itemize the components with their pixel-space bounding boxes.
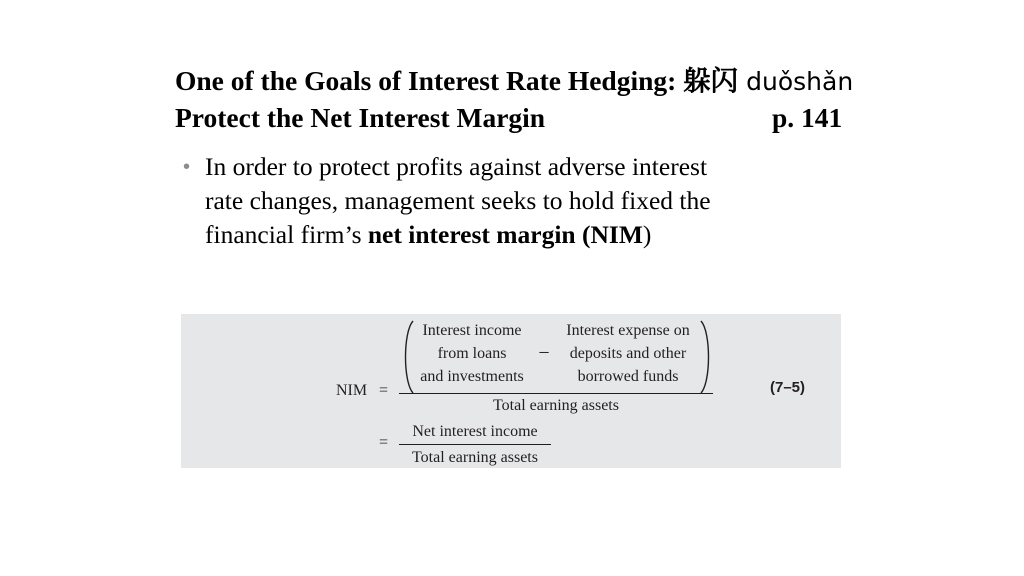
bullet-line-3-prefix: financial firm’s (205, 220, 368, 249)
title-chinese: 躲闪 (683, 65, 739, 96)
bullet-text (205, 150, 843, 252)
nim-formula-figure (181, 314, 841, 468)
equation-number: (7–5) (770, 379, 806, 396)
expense-line-1: Interest expense on (566, 322, 690, 339)
bullet-item (183, 150, 843, 252)
denominator-1: Total earning assets (493, 397, 619, 414)
equals-sign-1: = (379, 382, 389, 399)
equals-sign-2: = (379, 434, 389, 451)
expense-line-3: borrowed funds (577, 368, 679, 385)
bullet-line-1: In order to protect profits against adverse interest (205, 152, 708, 181)
title-text-2: Protect the Net Interest Margin (175, 102, 546, 133)
bullet-dot-icon: • (183, 156, 191, 178)
bullet-line-2: rate changes, management seeks to hold fixed the (205, 186, 711, 215)
title-line-2 (175, 99, 853, 136)
title-pinyin: duǒshǎn (738, 67, 854, 96)
slide-title (175, 62, 853, 136)
title-text-1: One of the Goals of Interest Rate Hedging: (175, 65, 684, 96)
income-line-3: and investments (420, 368, 524, 385)
nim-term: net interest margin (NIM (367, 220, 643, 249)
numerator-2: Net interest income (412, 423, 538, 440)
bullet-line-3-suffix: ) (642, 220, 652, 249)
denominator-2: Total earning assets (412, 449, 538, 466)
title-line-1 (175, 62, 853, 99)
nim-label: NIM (336, 382, 368, 399)
bullet-line-3 (205, 218, 843, 252)
fraction-bar-2 (399, 444, 551, 445)
income-line-2: from loans (437, 345, 507, 362)
expense-line-2: deposits and other (569, 345, 687, 362)
income-line-1: Interest income (422, 322, 522, 339)
minus-sign: − (538, 342, 550, 364)
page-reference: p. 141 (772, 102, 843, 133)
fraction-bar-1 (399, 393, 713, 394)
